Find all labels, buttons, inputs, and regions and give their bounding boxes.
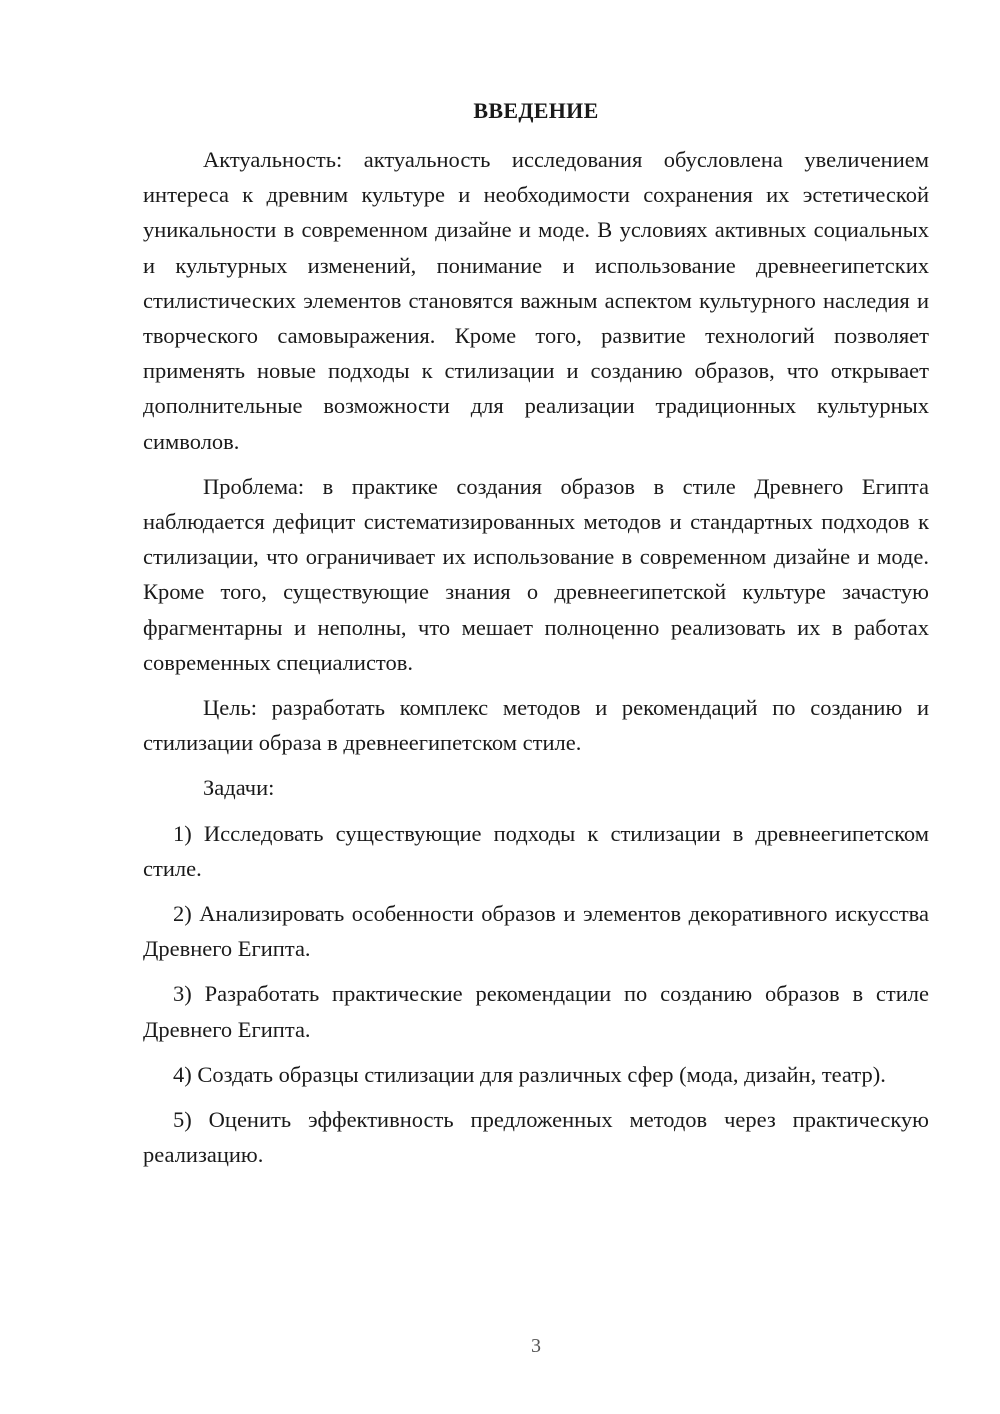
task-item-1: 1) Исследовать существующие подходы к стилизации в древнеегипетском стиле. [143, 820, 929, 881]
paragraph-goal: Цель: разработать комплекс методов и рекомендаций по созданию и стилизации образа в древнеегипетском стиле. [143, 695, 929, 756]
task-item-2: 2) Анализировать особенности образов и элементов декоративного искусства Древнего Египта. [143, 901, 929, 962]
page-number: 3 [531, 1335, 541, 1357]
paragraph-relevance: Актуальность: актуальность исследования обусловлена увеличением интереса к древним культуре и необходимости сохранения их эстетической уникальности в современном дизайне и моде. В условиях активных социальных и культурных изменений, понимание и использование древнеегипетских стилистических элементов становятся важным аспектом культурного наследия и творческого самовыражения. Кроме того, развитие технологий позволяет применять новые подходы к стилизации и созданию образов, что открывает дополнительные возможности для реализации традиционных культурных символов. [143, 147, 929, 454]
task-item-4: 4) Создать образцы стилизации для различных сфер (мода, дизайн, театр). [173, 1061, 886, 1087]
paragraph-problem: Проблема: в практике создания образов в стиле Древнего Египта наблюдается дефицит систематизированных методов и стандартных подходов к стилизации, что ограничивает их использование в современном дизайне и моде. Кроме того, существующие знания о древнеегипетской культуре зачастую фрагментарны и неполны, что мешает полноценно реализовать их в работах современных специалистов. [143, 473, 929, 675]
task-item-3: 3) Разработать практические рекомендации по созданию образов в стиле Древнего Египта. [143, 981, 929, 1042]
document-body [143, 142, 929, 1182]
section-title: ВВЕДЕНИЕ [473, 98, 599, 123]
tasks-heading: Задачи: [203, 775, 275, 801]
task-item-5: 5) Оценить эффективность предложенных методов через практическую реализацию. [143, 1107, 929, 1168]
